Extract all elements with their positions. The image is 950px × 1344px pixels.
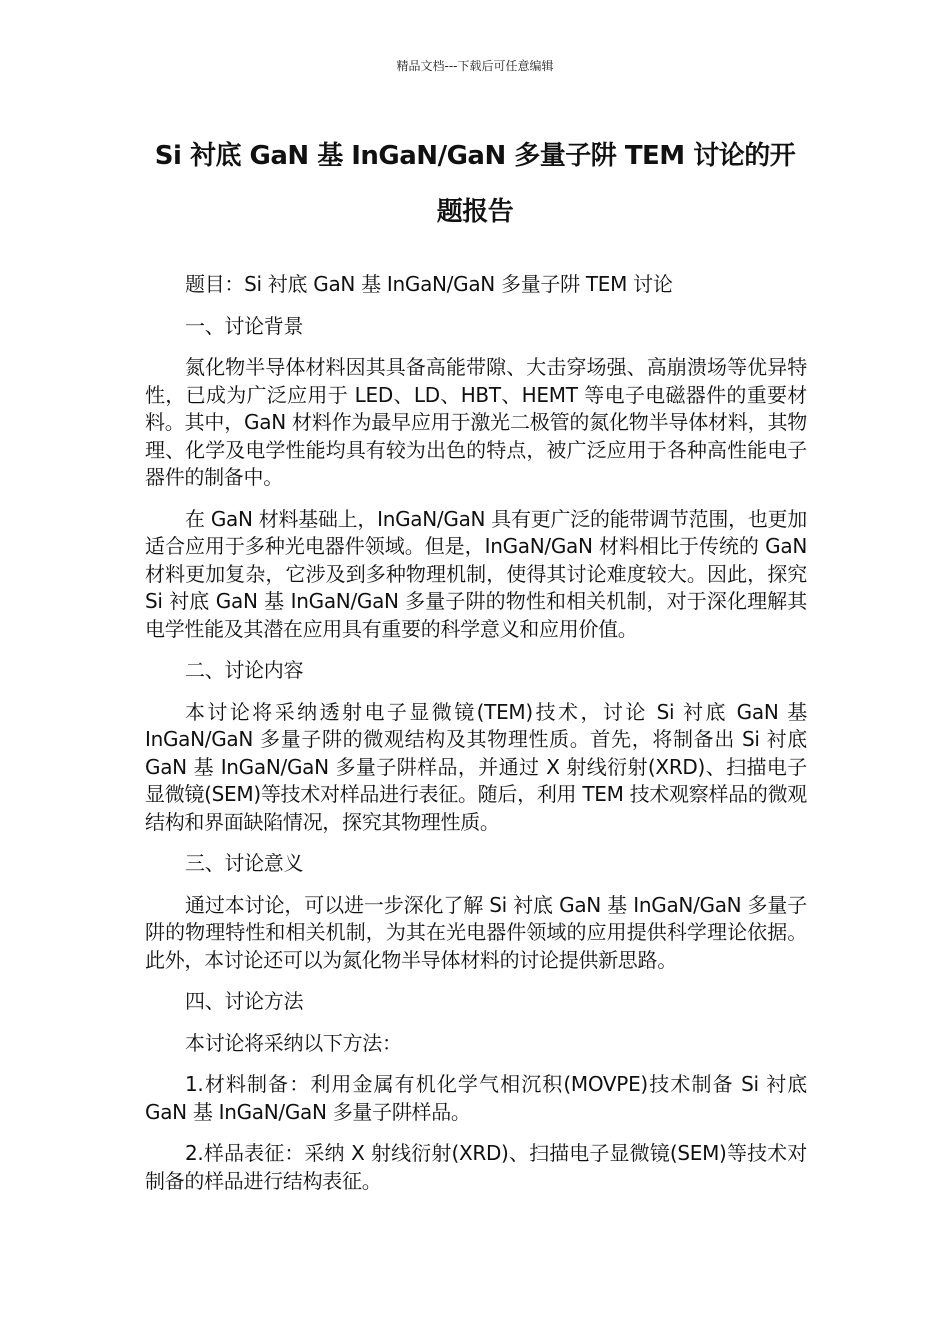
section-heading-significance: 三、讨论意义 <box>185 851 304 875</box>
background-paragraph-2: 在 GaN 材料基础上，InGaN/GaN 具有更广泛的能带调节范围，也更加适合应用于多种光电器件领域。但是，InGaN/GaN 材料相比于传统的 GaN 材料更加复杂，它涉及到多种物理机制，使得其讨论难度较大。因此，探究 Si 衬底 GaN 基 InGaN/GaN 多量子阱的物性和相关机制，对于深化理解其电学性能及其潜在应用具有重要的科学意义和应用价值。 <box>145 506 807 641</box>
section-heading-content: 二、讨论内容 <box>185 658 304 682</box>
section-heading-background: 一、讨论背景 <box>185 313 304 338</box>
section-heading-methods: 四、讨论方法 <box>185 989 304 1013</box>
content-paragraph: 本讨论将采纳透射电子显微镜(TEM)技术，讨论 Si 衬底 GaN 基 InGaN/GaN 多量子阱的微观结构及其物理性质。首先，将制备出 Si 衬底 GaN 基 InGaN/GaN 多量子阱样品，并通过 X 射线衍射(XRD)、扫描电子显微镜(SEM)等技术对样品进行表征。随后，利用 TEM 技术观察样品的微观结构和界面缺陷情况，探究其物理性质。 <box>145 699 807 834</box>
document-title: Si 衬底 GaN 基 InGaN/GaN 多量子阱 TEM 讨论的开题报告 <box>154 141 796 227</box>
significance-paragraph: 通过本讨论，可以进一步深化了解 Si 衬底 GaN 基 InGaN/GaN 多量子阱的物理特性和相关机制，为其在光电器件领域的应用提供科学理论依据。此外，本讨论还可以为氮化物半导体材料的讨论提供新思路。 <box>145 892 807 972</box>
methods-intro: 本讨论将采纳以下方法： <box>185 1030 402 1055</box>
topic-line: 题目：Si 衬底 GaN 基 InGaN/GaN 多量子阱 TEM 讨论 <box>185 272 673 296</box>
method-item-2: 2.样品表征：采纳 X 射线衍射(XRD)、扫描电子显微镜(SEM)等技术对制备的样品进行结构表征。 <box>145 1141 807 1193</box>
background-paragraph-1: 氮化物半导体材料因其具备高能带隙、大击穿场强、高崩溃场等优异特性，已成为广泛应用于 LED、LD、HBT、HEMT 等电子电磁器件的重要材料。其中，GaN 材料作为最早应用于激光二极管的氮化物半导体材料，其物理、化学及电学性能均具有较为出色的特点，被广泛应用于各种高性能电子器件的制备中。 <box>145 355 807 489</box>
method-item-1: 1.材料制备：利用金属有机化学气相沉积(MOVPE)技术制备 Si 衬底 GaN 基 InGaN/GaN 多量子阱样品。 <box>145 1072 807 1124</box>
header-note: 精品文档---下载后可任意编辑 <box>396 59 554 73</box>
document-body <box>145 271 807 1209</box>
